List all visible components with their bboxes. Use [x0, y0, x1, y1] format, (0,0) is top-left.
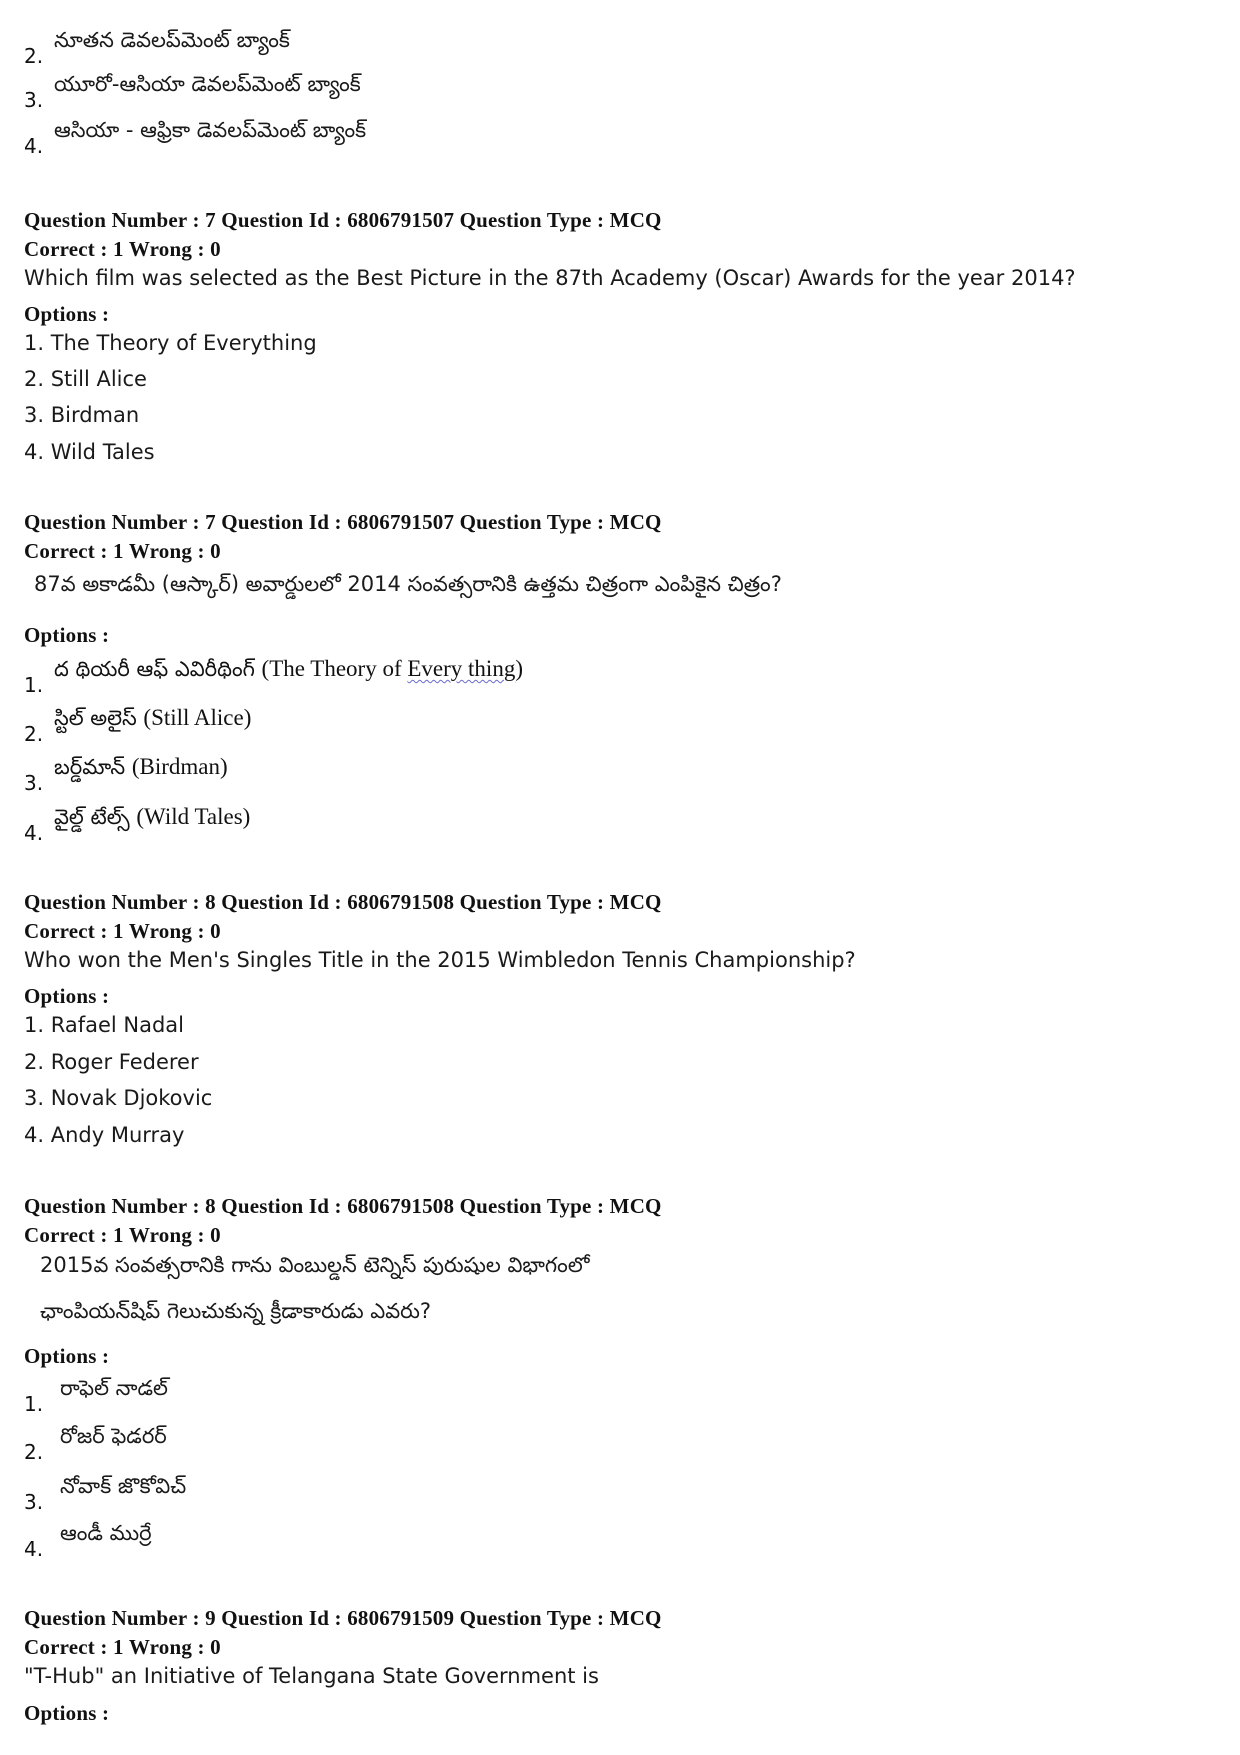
option-item: 4. Wild Tales	[24, 440, 155, 464]
question-meta: Question Number : 8 Question Id : 6806791508 Question Type : MCQ	[24, 890, 662, 914]
spellcheck-underlined-text: Every thing	[407, 656, 516, 681]
option-number: 2.	[24, 1440, 44, 1464]
option-text-latin: (Still Alice)	[143, 705, 252, 730]
option-item: 3. Novak Djokovic	[24, 1086, 213, 1110]
option-item: 1. Rafael Nadal	[24, 1013, 185, 1037]
option-number: 1.	[24, 1392, 44, 1416]
option-number: 3.	[24, 88, 44, 112]
option-item	[24, 1521, 152, 1561]
options-label: Options :	[24, 984, 110, 1008]
option-item	[24, 705, 252, 746]
option-item	[24, 754, 228, 795]
question-marks: Correct : 1 Wrong : 0	[24, 1635, 221, 1659]
option-number: 3.	[24, 1490, 44, 1514]
options-label: Options :	[24, 1344, 110, 1368]
option-item	[24, 1474, 187, 1514]
option-text-telugu: వైల్డ్ టేల్స్	[54, 805, 137, 829]
question-marks: Correct : 1 Wrong : 0	[24, 237, 221, 261]
question-text-line2: ఛాంపియన్‌షిప్ గెలుచుకున్న క్రీడాకారుడు ఎవరు?	[40, 1299, 432, 1323]
question-meta: Question Number : 8 Question Id : 6806791508 Question Type : MCQ	[24, 1194, 662, 1218]
option-number: 3.	[24, 771, 44, 795]
options-label: Options :	[24, 1701, 110, 1725]
option-item	[24, 28, 290, 68]
option-item	[24, 1376, 168, 1416]
option-number: 2.	[24, 722, 44, 746]
question-text: Which film was selected as the Best Picture in the 87th Academy (Oscar) Awards for the year 2014?	[24, 266, 1076, 290]
question-meta: Question Number : 7 Question Id : 6806791507 Question Type : MCQ	[24, 510, 662, 534]
option-text: నూతన డెవలప్‌మెంట్ బ్యాంక్	[54, 28, 290, 52]
option-text-telugu: ద థియరీ ఆఫ్ ఎవిరీథింగ్	[54, 657, 262, 681]
option-text-telugu: స్టిల్ అలైస్	[54, 706, 144, 730]
question-marks: Correct : 1 Wrong : 0	[24, 919, 221, 943]
question-text: "T-Hub" an Initiative of Telangana State Government is	[24, 1664, 599, 1688]
options-label: Options :	[24, 623, 110, 647]
question-text: 87వ అకాడమీ (ఆస్కార్) అవార్డులలో 2014 సంవత్సరానికి ఉత్తమ చిత్రంగా ఎంపికైన చిత్రం?	[34, 572, 782, 596]
option-text: యూరో-ఆసియా డెవలప్‌మెంట్ బ్యాంక్	[54, 72, 361, 96]
option-text: నోవాక్ జొకోవిచ్	[60, 1474, 187, 1498]
option-item: 3. Birdman	[24, 403, 140, 427]
option-text-telugu: బర్డ్‌మాన్	[54, 755, 132, 779]
option-item	[24, 656, 523, 697]
option-item	[24, 804, 251, 845]
option-item: 2. Still Alice	[24, 367, 147, 391]
option-number: 4.	[24, 821, 44, 845]
option-number: 2.	[24, 44, 44, 68]
option-number: 4.	[24, 134, 44, 158]
option-text-latin: (Wild Tales)	[136, 804, 251, 829]
option-text: రాఫెల్ నాడల్	[60, 1376, 168, 1400]
option-number: 4.	[24, 1537, 44, 1561]
question-meta: Question Number : 9 Question Id : 6806791509 Question Type : MCQ	[24, 1606, 662, 1630]
option-item: 1. The Theory of Everything	[24, 331, 317, 355]
option-text-latin: (The Theory of	[261, 656, 408, 681]
question-text-line1: 2015వ సంవత్సరానికి గాను వింబుల్డన్ టెన్నిస్ పురుషుల విభాగంలో	[40, 1253, 590, 1277]
question-meta: Question Number : 7 Question Id : 6806791507 Question Type : MCQ	[24, 208, 662, 232]
option-item	[24, 118, 367, 158]
options-label: Options :	[24, 302, 110, 326]
option-text: రోజర్ ఫెడరర్	[60, 1424, 167, 1448]
question-marks: Correct : 1 Wrong : 0	[24, 539, 221, 563]
option-text-latin-end: )	[515, 656, 523, 681]
option-number: 1.	[24, 673, 44, 697]
option-text: ఆసియా - ఆఫ్రికా డెవలప్‌మెంట్ బ్యాంక్	[54, 118, 367, 142]
option-item	[24, 72, 361, 112]
option-item: 4. Andy Murray	[24, 1123, 185, 1147]
option-text-latin: (Birdman)	[131, 754, 228, 779]
option-item	[24, 1424, 167, 1464]
question-text: Who won the Men's Singles Title in the 2015 Wimbledon Tennis Championship?	[24, 948, 856, 972]
option-item: 2. Roger Federer	[24, 1050, 199, 1074]
option-text: ఆండీ ముర్రే	[60, 1521, 152, 1545]
question-marks: Correct : 1 Wrong : 0	[24, 1223, 221, 1247]
